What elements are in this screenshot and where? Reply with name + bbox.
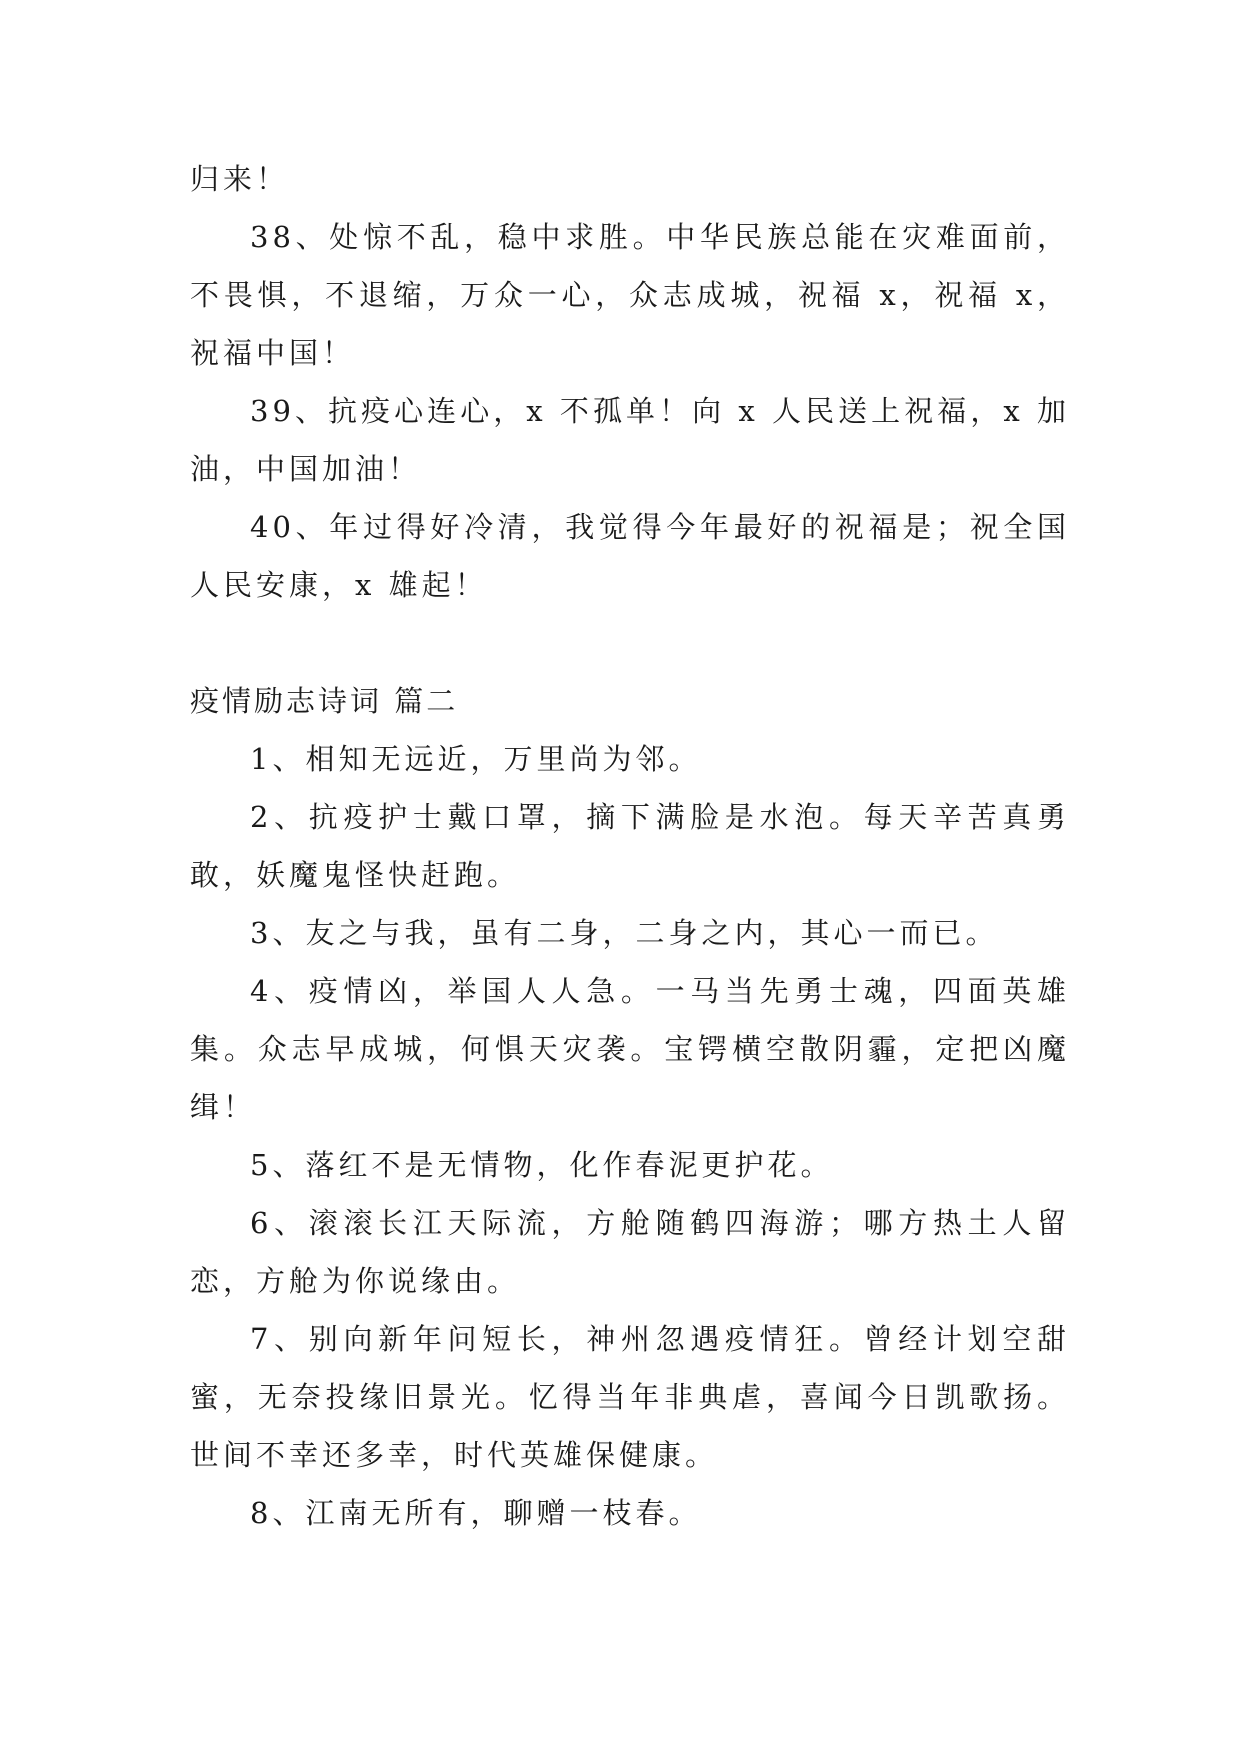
poem-item-6: 6、滚滚长江天际流，方舱随鹤四海游；哪方热土人留恋，方舱为你说缘由。 — [190, 1206, 1070, 1298]
document-body — [190, 150, 1070, 1542]
poem-item-7: 7、别向新年问短长，神州忽遇疫情狂。曾经计划空甜蜜，无奈投缘旧景光。忆得当年非典虐，喜闻今日凯歌扬。世间不幸还多幸，时代英雄保健康。 — [190, 1322, 1070, 1472]
poem-item-1: 1、相知无远近，万里尚为邻。 — [250, 742, 702, 776]
poem-item-5: 5、落红不是无情物，化作春泥更护花。 — [250, 1148, 834, 1182]
list-item-38: 38、处惊不乱，稳中求胜。中华民族总能在灾难面前，不畏惧，不退缩，万众一心，众志成城，祝福 x，祝福 x，祝福中国！ — [190, 220, 1070, 370]
section-heading: 疫情励志诗词 篇二 — [190, 684, 459, 718]
poem-item-8: 8、江南无所有，聊赠一枝春。 — [250, 1496, 702, 1530]
poem-item-3: 3、友之与我，虽有二身，二身之内，其心一而已。 — [250, 916, 999, 950]
poem-item-4: 4、疫情凶，举国人人急。一马当先勇士魂，四面英雄集。众志早成城，何惧天灾袭。宝锷横空散阴霾，定把凶魔缉！ — [190, 974, 1070, 1124]
list-item-39: 39、抗疫心连心，x 不孤单！向 x 人民送上祝福，x 加油，中国加油！ — [190, 394, 1070, 486]
poem-item-2: 2、抗疫护士戴口罩，摘下满脸是水泡。每天辛苦真勇敢，妖魔鬼怪快赶跑。 — [190, 800, 1070, 892]
list-item-40: 40、年过得好冷清，我觉得今年最好的祝福是；祝全国人民安康，x 雄起！ — [190, 510, 1070, 602]
continued-paragraph: 归来！ — [190, 162, 290, 196]
